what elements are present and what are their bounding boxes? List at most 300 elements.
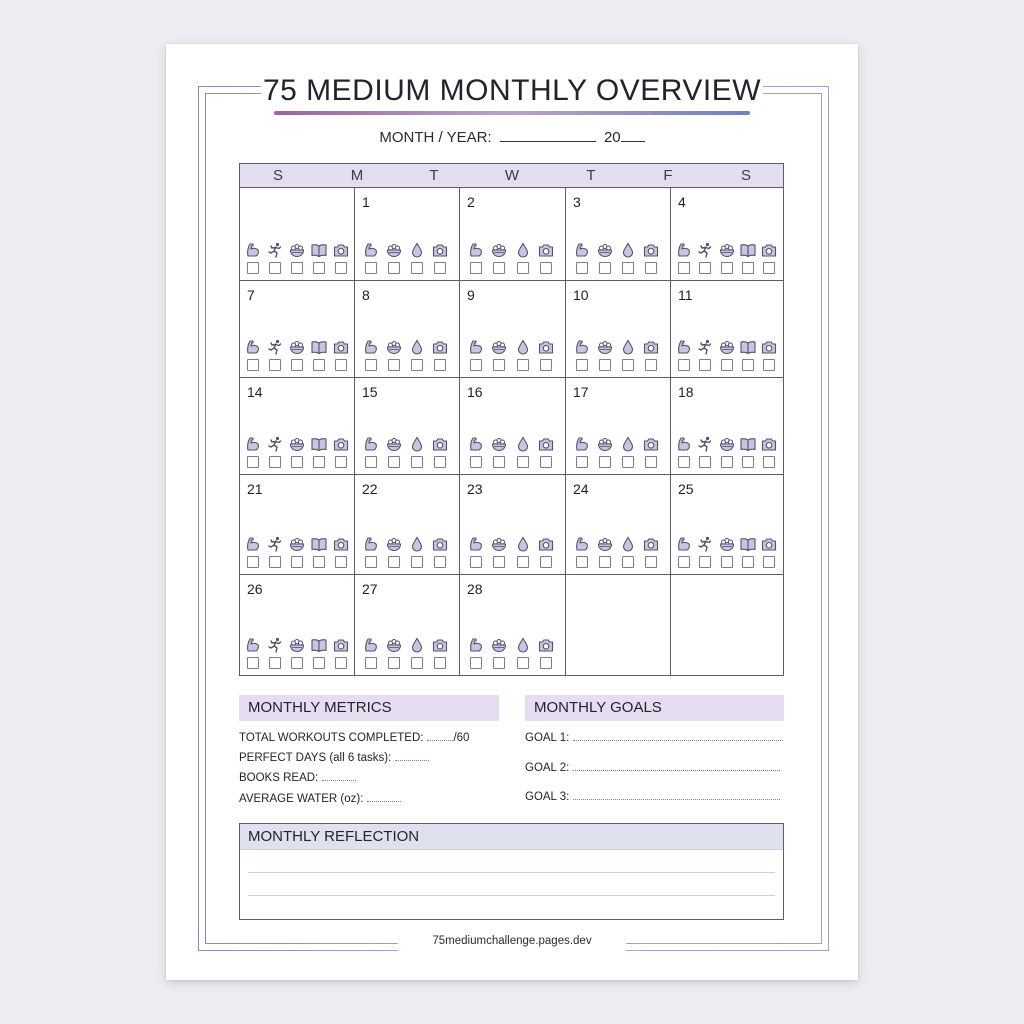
task-checkbox[interactable]	[540, 359, 552, 371]
book-icon	[740, 436, 756, 452]
task-checkbox[interactable]	[742, 556, 754, 568]
task-checkbox[interactable]	[269, 556, 281, 568]
task-item	[266, 436, 284, 468]
task-checkbox[interactable]	[313, 556, 325, 568]
muscle-icon	[245, 242, 261, 258]
bowl-icon	[597, 436, 613, 452]
task-checkbox[interactable]	[291, 556, 303, 568]
task-checkbox[interactable]	[470, 556, 482, 568]
goal-2-blank[interactable]	[573, 762, 780, 771]
task-checkbox[interactable]	[335, 359, 347, 371]
task-item	[288, 242, 306, 274]
task-checkbox[interactable]	[645, 556, 657, 568]
task-checkbox[interactable]	[540, 262, 552, 274]
task-item	[385, 637, 403, 669]
task-checkbox[interactable]	[540, 456, 552, 468]
task-checkbox[interactable]	[365, 556, 377, 568]
day-cell-17	[566, 378, 671, 474]
day-cell-8	[355, 281, 460, 377]
weekday-label: M	[350, 167, 364, 184]
reflection-box[interactable]	[239, 823, 784, 920]
task-checkbox[interactable]	[678, 262, 690, 274]
task-item	[332, 637, 350, 669]
task-checkbox[interactable]	[388, 456, 400, 468]
bowl-icon	[386, 536, 402, 552]
task-tracker	[467, 436, 555, 468]
task-checkbox[interactable]	[291, 657, 303, 669]
task-item	[537, 436, 555, 468]
task-checkbox[interactable]	[493, 262, 505, 274]
metric-books-read: BOOKS READ:	[239, 772, 356, 784]
task-checkbox[interactable]	[763, 262, 775, 274]
weekday-label: T	[586, 167, 596, 184]
task-checkbox[interactable]	[365, 262, 377, 274]
book-icon	[740, 536, 756, 552]
task-tracker	[362, 242, 449, 274]
task-checkbox[interactable]	[313, 359, 325, 371]
bowl-icon	[289, 436, 305, 452]
task-item	[310, 242, 328, 274]
footer-url: 75mediumchallenge.pages.dev	[422, 935, 601, 947]
camera-icon	[333, 242, 349, 258]
task-checkbox[interactable]	[576, 556, 588, 568]
task-checkbox[interactable]	[721, 456, 733, 468]
task-item	[596, 436, 614, 468]
task-tracker	[362, 339, 449, 371]
task-checkbox[interactable]	[470, 456, 482, 468]
camera-icon	[432, 339, 448, 355]
task-item	[490, 436, 508, 468]
day-cell-10	[566, 281, 671, 377]
bowl-icon	[719, 339, 735, 355]
task-item	[514, 436, 532, 468]
metric-perfect-days: PERFECT DAYS (all 6 tasks):	[239, 752, 429, 764]
water-drop-icon	[620, 339, 636, 355]
day-number: 10	[573, 287, 589, 303]
reflection-line[interactable]	[248, 872, 775, 873]
task-checkbox[interactable]	[517, 359, 529, 371]
task-item	[760, 242, 778, 274]
task-tracker	[573, 339, 660, 371]
water-drop-icon	[515, 536, 531, 552]
printable-page	[166, 44, 858, 980]
day-cell-25	[671, 475, 782, 574]
task-item	[675, 339, 693, 371]
camera-icon	[333, 637, 349, 653]
task-checkbox[interactable]	[699, 262, 711, 274]
task-item	[537, 536, 555, 568]
runner-icon	[697, 436, 713, 452]
camera-icon	[538, 637, 554, 653]
task-checkbox[interactable]	[247, 556, 259, 568]
task-tracker	[675, 339, 778, 371]
task-checkbox[interactable]	[269, 456, 281, 468]
task-checkbox[interactable]	[540, 556, 552, 568]
runner-icon	[697, 242, 713, 258]
muscle-icon	[245, 339, 261, 355]
task-checkbox[interactable]	[517, 657, 529, 669]
task-checkbox[interactable]	[742, 456, 754, 468]
task-checkbox[interactable]	[470, 657, 482, 669]
task-item	[431, 536, 449, 568]
task-checkbox[interactable]	[313, 657, 325, 669]
task-tracker	[573, 436, 660, 468]
task-checkbox[interactable]	[388, 657, 400, 669]
task-item	[266, 637, 284, 669]
task-item	[490, 637, 508, 669]
weekday-header	[240, 164, 783, 188]
bowl-icon	[386, 637, 402, 653]
task-tracker	[362, 637, 449, 669]
runner-icon	[267, 536, 283, 552]
task-checkbox[interactable]	[699, 456, 711, 468]
day-number: 11	[678, 287, 693, 303]
weekday-label: T	[429, 167, 439, 184]
muscle-icon	[676, 242, 692, 258]
task-item	[288, 339, 306, 371]
task-checkbox[interactable]	[335, 556, 347, 568]
task-checkbox[interactable]	[622, 262, 634, 274]
task-checkbox[interactable]	[517, 556, 529, 568]
weekday-label: F	[663, 167, 673, 184]
day-number: 1	[362, 194, 370, 210]
day-cell-22	[355, 475, 460, 574]
task-checkbox[interactable]	[763, 456, 775, 468]
task-item	[514, 242, 532, 274]
task-checkbox[interactable]	[622, 556, 634, 568]
task-item	[573, 436, 591, 468]
task-item	[619, 436, 637, 468]
day-number: 4	[678, 194, 686, 210]
task-checkbox[interactable]	[434, 262, 446, 274]
goal-1-blank[interactable]	[573, 732, 783, 741]
task-checkbox[interactable]	[742, 262, 754, 274]
bowl-icon	[719, 242, 735, 258]
book-icon	[311, 339, 327, 355]
task-checkbox[interactable]	[434, 556, 446, 568]
task-checkbox[interactable]	[434, 657, 446, 669]
bowl-icon	[386, 242, 402, 258]
task-checkbox[interactable]	[599, 456, 611, 468]
task-checkbox[interactable]	[645, 262, 657, 274]
water-drop-icon	[620, 242, 636, 258]
muscle-icon	[468, 536, 484, 552]
task-checkbox[interactable]	[411, 456, 423, 468]
water-drop-icon	[515, 436, 531, 452]
water-drop-icon	[409, 242, 425, 258]
task-item	[467, 436, 485, 468]
task-checkbox[interactable]	[645, 359, 657, 371]
task-checkbox[interactable]	[269, 262, 281, 274]
day-number: 24	[573, 481, 589, 497]
day-number: 3	[573, 194, 581, 210]
task-checkbox[interactable]	[434, 359, 446, 371]
task-checkbox[interactable]	[493, 359, 505, 371]
weekday-label: W	[504, 167, 520, 184]
task-item	[431, 637, 449, 669]
task-checkbox[interactable]	[645, 456, 657, 468]
page-title: 75 MEDIUM MONTHLY OVERVIEW	[262, 74, 762, 107]
muscle-icon	[363, 242, 379, 258]
muscle-icon	[574, 436, 590, 452]
task-item	[288, 536, 306, 568]
task-item	[619, 339, 637, 371]
average-water-blank[interactable]	[367, 793, 401, 802]
books-read-blank[interactable]	[322, 772, 356, 781]
task-checkbox[interactable]	[411, 262, 423, 274]
task-item	[362, 536, 380, 568]
goal-3-blank[interactable]	[573, 791, 780, 800]
task-item	[467, 242, 485, 274]
task-item	[514, 637, 532, 669]
goals-heading: MONTHLY GOALS	[525, 695, 784, 721]
month-blank[interactable]	[500, 130, 596, 142]
task-checkbox[interactable]	[335, 456, 347, 468]
runner-icon	[267, 637, 283, 653]
task-checkbox[interactable]	[678, 456, 690, 468]
task-item	[332, 536, 350, 568]
muscle-icon	[468, 242, 484, 258]
task-item	[596, 536, 614, 568]
task-checkbox[interactable]	[678, 556, 690, 568]
camera-icon	[538, 339, 554, 355]
task-checkbox[interactable]	[388, 556, 400, 568]
day-number: 23	[467, 481, 483, 497]
task-item	[266, 536, 284, 568]
task-item	[310, 536, 328, 568]
task-tracker	[244, 436, 350, 468]
day-number: 21	[247, 481, 263, 497]
total-workouts-blank[interactable]	[427, 732, 453, 741]
day-number: 15	[362, 384, 378, 400]
task-item	[431, 242, 449, 274]
task-checkbox[interactable]	[291, 456, 303, 468]
task-checkbox[interactable]	[247, 456, 259, 468]
muscle-icon	[468, 436, 484, 452]
muscle-icon	[245, 536, 261, 552]
day-number: 18	[678, 384, 694, 400]
task-checkbox[interactable]	[313, 456, 325, 468]
task-checkbox[interactable]	[517, 262, 529, 274]
task-item	[537, 242, 555, 274]
task-tracker	[675, 536, 778, 568]
muscle-icon	[574, 242, 590, 258]
task-checkbox[interactable]	[365, 657, 377, 669]
task-item	[642, 242, 660, 274]
goal-2: GOAL 2:	[525, 762, 780, 774]
task-checkbox[interactable]	[763, 359, 775, 371]
task-checkbox[interactable]	[247, 262, 259, 274]
task-checkbox[interactable]	[493, 456, 505, 468]
task-item	[490, 242, 508, 274]
task-checkbox[interactable]	[622, 456, 634, 468]
task-item	[244, 637, 262, 669]
task-checkbox[interactable]	[470, 359, 482, 371]
task-checkbox[interactable]	[599, 556, 611, 568]
task-checkbox[interactable]	[411, 556, 423, 568]
task-item	[288, 436, 306, 468]
task-checkbox[interactable]	[365, 456, 377, 468]
day-cell-4	[671, 188, 782, 280]
task-item	[718, 242, 736, 274]
bowl-icon	[289, 637, 305, 653]
day-cell-2	[460, 188, 566, 280]
camera-icon	[538, 536, 554, 552]
task-checkbox[interactable]	[576, 359, 588, 371]
task-item	[408, 637, 426, 669]
bowl-icon	[597, 536, 613, 552]
task-checkbox[interactable]	[576, 456, 588, 468]
task-checkbox[interactable]	[247, 359, 259, 371]
task-checkbox[interactable]	[388, 359, 400, 371]
task-checkbox[interactable]	[470, 262, 482, 274]
bowl-icon	[289, 242, 305, 258]
task-item	[696, 339, 714, 371]
camera-icon	[643, 339, 659, 355]
water-drop-icon	[409, 339, 425, 355]
task-checkbox[interactable]	[699, 359, 711, 371]
muscle-icon	[574, 536, 590, 552]
year-prefix: 20	[603, 129, 621, 146]
task-item	[642, 536, 660, 568]
task-checkbox[interactable]	[622, 359, 634, 371]
camera-icon	[761, 242, 777, 258]
water-drop-icon	[515, 637, 531, 653]
perfect-days-blank[interactable]	[395, 752, 429, 761]
task-checkbox[interactable]	[247, 657, 259, 669]
day-number: 22	[362, 481, 378, 497]
camera-icon	[761, 536, 777, 552]
reflection-heading: MONTHLY REFLECTION	[240, 824, 783, 850]
task-checkbox[interactable]	[269, 657, 281, 669]
task-item	[696, 536, 714, 568]
task-item	[739, 436, 757, 468]
camera-icon	[538, 436, 554, 452]
task-checkbox[interactable]	[517, 456, 529, 468]
task-checkbox[interactable]	[721, 262, 733, 274]
task-checkbox[interactable]	[365, 359, 377, 371]
task-checkbox[interactable]	[493, 657, 505, 669]
task-item	[310, 436, 328, 468]
book-icon	[740, 339, 756, 355]
task-item	[431, 339, 449, 371]
runner-icon	[267, 242, 283, 258]
task-item	[408, 436, 426, 468]
metrics-heading: MONTHLY METRICS	[239, 695, 499, 721]
task-checkbox[interactable]	[678, 359, 690, 371]
task-item	[467, 637, 485, 669]
task-item	[718, 436, 736, 468]
task-tracker	[467, 536, 555, 568]
day-cell-18	[671, 378, 782, 474]
empty-day-cell	[240, 188, 355, 280]
task-checkbox[interactable]	[411, 657, 423, 669]
task-checkbox[interactable]	[540, 657, 552, 669]
month-year-field[interactable]	[166, 129, 858, 146]
task-item	[619, 536, 637, 568]
calendar-week	[240, 575, 783, 675]
task-item	[266, 242, 284, 274]
task-checkbox[interactable]	[599, 359, 611, 371]
task-checkbox[interactable]	[291, 359, 303, 371]
task-checkbox[interactable]	[388, 262, 400, 274]
water-drop-icon	[620, 536, 636, 552]
day-cell-7	[240, 281, 355, 377]
day-cell-28	[460, 575, 566, 675]
task-checkbox[interactable]	[291, 262, 303, 274]
camera-icon	[432, 536, 448, 552]
task-checkbox[interactable]	[411, 359, 423, 371]
day-cell-3	[566, 188, 671, 280]
reflection-line[interactable]	[248, 895, 775, 896]
task-checkbox[interactable]	[269, 359, 281, 371]
task-item	[739, 242, 757, 274]
task-item	[760, 339, 778, 371]
footer	[166, 935, 858, 947]
runner-icon	[267, 436, 283, 452]
task-tracker	[467, 242, 555, 274]
calendar-weeks	[240, 188, 783, 675]
task-checkbox[interactable]	[335, 657, 347, 669]
task-checkbox[interactable]	[742, 359, 754, 371]
book-icon	[311, 536, 327, 552]
empty-day-cell	[566, 575, 671, 675]
task-tracker	[362, 436, 449, 468]
task-checkbox[interactable]	[493, 556, 505, 568]
task-checkbox[interactable]	[335, 262, 347, 274]
task-item	[244, 339, 262, 371]
muscle-icon	[245, 436, 261, 452]
task-item	[760, 436, 778, 468]
book-icon	[311, 242, 327, 258]
task-item	[431, 436, 449, 468]
camera-icon	[432, 242, 448, 258]
task-item	[467, 536, 485, 568]
task-checkbox[interactable]	[599, 262, 611, 274]
task-checkbox[interactable]	[763, 556, 775, 568]
task-item	[310, 339, 328, 371]
camera-icon	[761, 339, 777, 355]
task-checkbox[interactable]	[721, 359, 733, 371]
task-item	[385, 436, 403, 468]
task-checkbox[interactable]	[434, 456, 446, 468]
task-item	[362, 242, 380, 274]
calendar-grid	[239, 163, 784, 676]
task-item	[696, 242, 714, 274]
day-number: 9	[467, 287, 475, 303]
year-blank[interactable]	[621, 130, 645, 142]
muscle-icon	[574, 339, 590, 355]
day-cell-14	[240, 378, 355, 474]
task-item	[573, 339, 591, 371]
task-item	[362, 436, 380, 468]
water-drop-icon	[515, 242, 531, 258]
month-year-label: MONTH / YEAR:	[379, 129, 492, 146]
task-tracker	[244, 536, 350, 568]
runner-icon	[267, 339, 283, 355]
task-item	[514, 536, 532, 568]
task-item	[244, 436, 262, 468]
task-item	[739, 339, 757, 371]
task-item	[619, 242, 637, 274]
water-drop-icon	[515, 339, 531, 355]
goal-3: GOAL 3:	[525, 791, 780, 803]
task-checkbox[interactable]	[721, 556, 733, 568]
task-checkbox[interactable]	[313, 262, 325, 274]
day-cell-11	[671, 281, 782, 377]
task-checkbox[interactable]	[699, 556, 711, 568]
task-checkbox[interactable]	[576, 262, 588, 274]
